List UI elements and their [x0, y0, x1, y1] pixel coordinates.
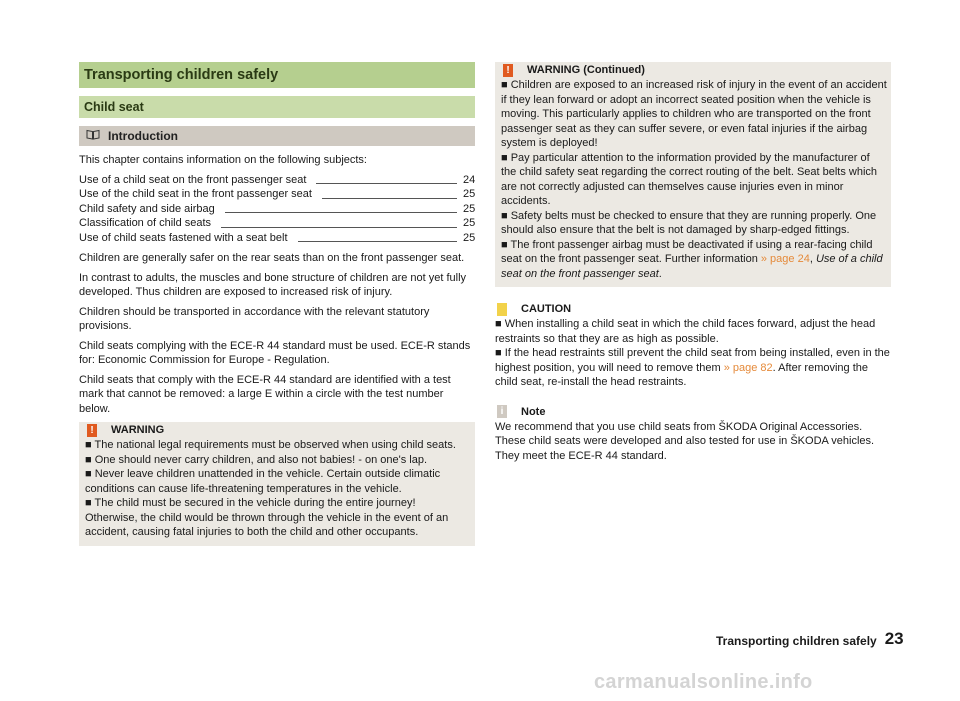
watermark: carmanualsonline.info: [594, 671, 813, 693]
toc-item[interactable]: Classification of child seats 25: [79, 217, 476, 229]
note-text: We recommend that you use child seats from ŠKODA Original Accessories. These child seats were developed and also tested for use in ŠKODA vehicles. They meet the ECE-R 44 standard.: [495, 420, 875, 462]
warning-item: ■ The national legal requirements must be observed when using child seats.: [85, 439, 456, 451]
intro-title: Introduction: [108, 129, 178, 143]
footer-title: Transporting children safely: [716, 634, 877, 648]
warning-title: WARNING (Continued): [527, 64, 645, 76]
caution-item: ■ When installing a child seat in which the child faces forward, adjust the head restraints so that they are as high as possible.: [495, 318, 876, 345]
subsection-title: Child seat: [79, 96, 475, 118]
warning-item: ■ The front passenger airbag must be deactivated if using a rear-facing child seat on the front passenger seat. Further information » page 24, Use of a child seat on the front passenger seat.: [501, 238, 883, 280]
toc-item[interactable]: Use of the child seat in the front passenger seat 25: [79, 188, 476, 200]
caution-title: CAUTION: [521, 303, 572, 315]
warning-item: ■ One should never carry children, and also not babies! - on one's lap.: [85, 453, 427, 466]
page-link[interactable]: » page 24: [760, 253, 810, 265]
page-link[interactable]: » page 82: [723, 361, 773, 374]
paragraph: Children are generally safer on the rear seats than on the front passenger seat.: [79, 252, 465, 264]
warning-header: [85, 422, 471, 438]
warning-box: [79, 422, 475, 546]
warning-item: ■ The child must be secured in the vehicle during the entire journey! Otherwise, the child would be thrown through the vehicle in the event of an accident, causing fatal injuries to both the child and other occupants.: [85, 497, 449, 538]
page-footer: [716, 630, 904, 648]
right-column: [495, 62, 891, 463]
toc-item[interactable]: Use of a child seat on the front passenger seat 24: [79, 173, 476, 186]
book-icon: [86, 128, 100, 144]
warning-icon: !: [503, 64, 513, 77]
paragraph: In contrast to adults, the muscles and bone structure of children are not yet fully developed. Thus children are exposed to increased risk of injury.: [79, 271, 467, 298]
caution-section: [495, 301, 891, 390]
note-section: [495, 404, 891, 464]
left-column: [79, 62, 475, 546]
note-title: Note: [521, 405, 546, 418]
warning-title: WARNING: [111, 424, 165, 436]
caution-icon: [497, 303, 507, 316]
caution-item: ■ If the head restraints still prevent the child seat from being installed, even in the highest position, you will need to remove them » page 82. After removing the child seat, re-install the head restraints.: [495, 347, 890, 388]
warning-header: [501, 62, 887, 78]
toc-item[interactable]: Child safety and side airbag 25: [79, 202, 476, 215]
section-title: Transporting children safely: [79, 62, 475, 88]
warning-item: ■ Never leave children unattended in the vehicle. Certain outside climatic conditions can cause life-threatening temperatures in the vehicle.: [85, 468, 441, 495]
warning-item: ■ Children are exposed to an increased risk of injury in the event of an accident if they lean forward or adopt an incorrect seated position when the vehicle is moving. This particularly applies to children who are transported on the front passenger seat as they can suffer severe, or even fatal injuries if the airbag system is deployed!: [501, 79, 887, 149]
paragraph: Child seats that comply with the ECE-R 44 standard are identified with a test mark that cannot be removed: a large E within a circle with the test number below.: [79, 373, 451, 415]
intro-heading: [79, 126, 475, 146]
page-number: 23: [884, 629, 904, 648]
paragraph: Child seats complying with the ECE-R 44 standard must be used. ECE-R stands for: Economic Commission for Europe - Regulation.: [79, 339, 471, 366]
info-icon: i: [497, 405, 507, 418]
caution-header: [495, 301, 891, 317]
warning-item: ■ Safety belts must be checked to ensure that they are running properly. One should also ensure that the belt is not damaged by sharp-edged fittings.: [501, 209, 877, 236]
toc-item[interactable]: Use of child seats fastened with a seat belt 25: [79, 231, 476, 244]
paragraph: Children should be transported in accordance with the relevant statutory provisions.: [79, 305, 430, 332]
toc-list: [79, 173, 475, 246]
warning-item: ■ Pay particular attention to the information provided by the manufacturer of the child safety seat regarding the correct routing of the belt. Seat belts which are not correctly adjusted can themselves cause injuries even in minor accidents.: [501, 151, 878, 207]
note-header: [495, 404, 891, 420]
warning-icon: !: [87, 424, 97, 437]
warning-continued-box: [495, 62, 891, 287]
toc-intro: This chapter contains information on the following subjects:: [79, 154, 367, 166]
